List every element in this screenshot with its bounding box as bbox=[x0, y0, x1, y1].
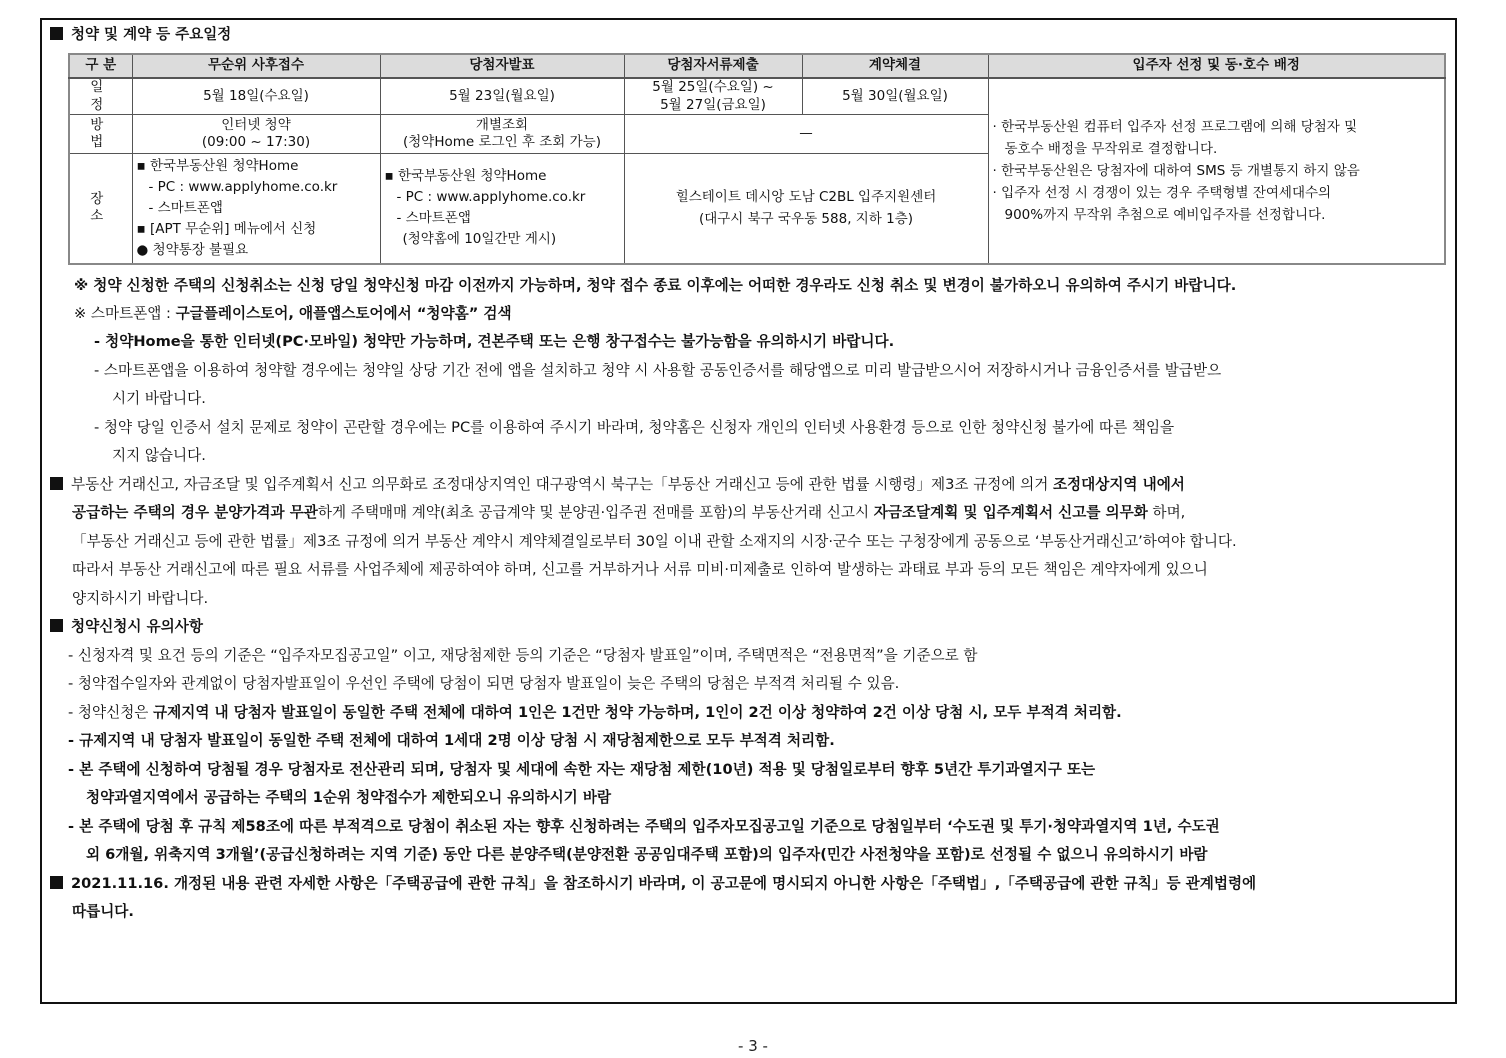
header-announcement: 당첨자발표 bbox=[380, 54, 624, 78]
cell-docs-contract-method: — bbox=[624, 115, 988, 153]
caution-2: - 청약접수일자와 관계없이 당첨자발표일이 우선인 주택에 당첨이 되면 당첨자 발표일이 늦은 주택의 당첨은 부적격 처리될 수 있음. bbox=[68, 675, 900, 692]
caution-1: - 신청자격 및 요건 등의 기준은 “입주자모집공고일” 이고, 재당첨제한 등의 기준은 “당첨자 발표일”이며, 주택면적은 “전용면적”을 기준으로 함 bbox=[68, 647, 978, 664]
cell-contract-date: 5월 30일(월요일) bbox=[802, 78, 988, 115]
cell-reception-place bbox=[132, 153, 380, 264]
cell-docs-contract-place bbox=[624, 153, 988, 264]
notice-frame bbox=[40, 18, 1457, 1004]
cell-text: 개별조회 bbox=[475, 116, 529, 133]
row-label: 일 정 bbox=[69, 78, 132, 115]
text: 하게 주택매매 계약(최초 공급계약 및 분양권·입주권 전매를 포함)의 부동산거래 신고시 bbox=[317, 504, 874, 521]
realestate-line-2 bbox=[72, 503, 1185, 523]
cell-text: - 스마트폰앱 bbox=[148, 199, 223, 216]
selection-note: · 한국부동산원 컴퓨터 입주자 선정 프로그램에 의해 당첨자 및 bbox=[992, 119, 1358, 136]
text-bold: 조정대상지역 내에서 bbox=[1052, 476, 1185, 493]
realestate-line-4: 따라서 부동산 거래신고에 따른 필요 서류를 사업주체에 제공하여야 하며, 신고를 거부하거나 서류 미비·미제출로 인하여 발생하는 과태료 부과 등의 모든 책임은 계약자에게 있으니 bbox=[72, 561, 1208, 578]
cell-text: 5월 25일(수요일) ~ bbox=[652, 79, 774, 96]
selection-note: · 입주자 선정 시 경쟁이 있는 경우 주택형별 잔여세대수의 bbox=[992, 185, 1332, 202]
caution-5-line-1: - 본 주택에 신청하여 당첨될 경우 당첨자로 전산관리 되며, 당첨자 및 세대에 속한 자는 재당첨 제한(10년) 적용 및 당첨일로부터 향후 5년간 투기과열지구 또는 bbox=[68, 761, 1096, 778]
final-note-line-1 bbox=[50, 874, 1256, 894]
note-certificate-2: 시기 바랍니다. bbox=[112, 390, 206, 407]
cell-text: ▪ 한국부동산원 청약Home bbox=[136, 157, 299, 174]
caution-3 bbox=[68, 703, 1122, 723]
section-title: 청약신청시 유의사항 bbox=[71, 618, 203, 635]
cell-reception-date: 5월 18일(수요일) bbox=[132, 78, 380, 115]
realestate-line-1 bbox=[50, 475, 1185, 495]
page-number: - 3 - bbox=[738, 1037, 768, 1055]
caution-5-line-2: 청약과열지역에서 공급하는 주택의 1순위 청약접수가 제한되오니 유의하시기 바람 bbox=[86, 789, 612, 806]
header-contract: 계약체결 bbox=[802, 54, 988, 78]
text: - 청약신청은 bbox=[68, 704, 154, 721]
cell-announcement-date: 5월 23일(월요일) bbox=[380, 78, 624, 115]
bullet-square-icon bbox=[50, 619, 63, 632]
note-pc-2: 지지 않습니다. bbox=[112, 447, 206, 464]
text: 부동산 거래신고, 자금조달 및 입주계획서 신고 의무화로 조정대상지역인 대구광역시 북구는「부동산 거래신고 등에 관한 법률 시행령」제3조 규정에 의거 bbox=[71, 476, 1053, 493]
selection-note: 동호수 배정을 무작위로 결정합니다. bbox=[1004, 141, 1218, 158]
cell-text: ▪ [APT 무순위] 메뉴에서 신청 bbox=[136, 220, 317, 237]
realestate-line-3: 「부동산 거래신고 등에 관한 법률」제3조 규정에 의거 부동산 계약시 계약체결일로부터 30일 이내 관할 소재지의 시장·군수 또는 구청장에게 공동으로 ‘부동산거래신고’하여야 합니다. bbox=[72, 533, 1237, 550]
cell-text: ▪ 한국부동산원 청약Home bbox=[384, 168, 547, 185]
section-heading-cautions bbox=[50, 617, 203, 637]
selection-note: 900%까지 무작위 추첨으로 예비입주자를 선정합니다. bbox=[1004, 207, 1326, 224]
caution-6-line-2: 외 6개월, 위축지역 3개월’(공급신청하려는 지역 기준) 동안 다른 분양주택(분양전환 공공임대주택 포함)의 입주자(민간 사전청약을 포함)로 선정될 수 없으니 유의하시기 바람 bbox=[86, 846, 1208, 863]
cell-text: - PC : www.applyhome.co.kr bbox=[148, 178, 338, 195]
cell-announcement-method bbox=[380, 115, 624, 153]
cell-reception-method bbox=[132, 115, 380, 153]
text: 하며, bbox=[1147, 504, 1186, 521]
header-category: 구 분 bbox=[69, 54, 132, 78]
section-title: 청약 및 계약 등 주요일정 bbox=[71, 27, 232, 43]
schedule-table bbox=[68, 53, 1446, 265]
cell-selection-notes bbox=[988, 78, 1445, 264]
text-bold: 공급하는 주택의 경우 분양가격과 무관 bbox=[72, 504, 318, 521]
header-reception: 무순위 사후접수 bbox=[132, 54, 380, 78]
note-text-bold: 구글플레이스토어, 애플앱스토어에서 “청약홈” 검색 bbox=[175, 305, 512, 322]
header-documents: 당첨자서류제출 bbox=[624, 54, 802, 78]
cell-text: (09:00 ~ 17:30) bbox=[201, 134, 311, 151]
note-cancel: ※ 청약 신청한 주택의 신청취소는 신청 당일 청약신청 마감 이전까지 가능하며, 청약 접수 종료 이후에는 어떠한 경우라도 신청 취소 및 변경이 불가하오니 유의하여 주시기 바랍니다. bbox=[74, 277, 1237, 294]
realestate-line-5: 양지하시기 바랍니다. bbox=[72, 590, 209, 607]
cell-text: (청약홈에 10일간만 게시) bbox=[402, 231, 557, 248]
cell-text: ● 청약통장 불필요 bbox=[136, 241, 249, 258]
note-internet-only: - 청약Home을 통한 인터넷(PC·모바일) 청약만 가능하며, 견본주택 또는 은행 창구접수는 불가능함을 유의하시기 바랍니다. bbox=[94, 333, 895, 350]
final-note-line-2: 따릅니다. bbox=[72, 903, 134, 920]
table-row-schedule bbox=[69, 78, 1445, 115]
cell-text: 인터넷 청약 bbox=[221, 116, 291, 133]
caution-6-line-1: - 본 주택에 당첨 후 규칙 제58조에 따른 부적격으로 당첨이 취소된 자는 향후 신청하려는 주택의 입주자모집공고일 기준으로 당첨일부터 ‘수도권 및 투기·청약과열지역 1년, 수도권 bbox=[68, 818, 1220, 835]
cell-text: (대구시 북구 국우동 588, 지하 1층) bbox=[698, 211, 914, 228]
note-smartphone-app bbox=[74, 304, 512, 324]
row-label: 장 소 bbox=[69, 153, 132, 264]
text-bold: 자금조달계획 및 입주계획서 신고를 의무화 bbox=[873, 504, 1148, 521]
bullet-square-icon bbox=[50, 876, 63, 889]
cell-announcement-place bbox=[380, 153, 624, 264]
note-pc-1: - 청약 당일 인증서 설치 문제로 청약이 곤란할 경우에는 PC를 이용하여 주시기 바라며, 청약홈은 신청자 개인의 인터넷 사용환경 등으로 인한 청약신청 불가에 따른 책임을 bbox=[94, 419, 1175, 436]
note-certificate-1: - 스마트폰앱을 이용하여 청약할 경우에는 청약일 상당 기간 전에 앱을 설치하고 청약 시 사용할 공동인증서를 해당앱으로 미리 발급받으시어 저장하시거나 금융인증서를 발급받으 bbox=[94, 362, 1222, 379]
cell-text: - 스마트폰앱 bbox=[396, 210, 471, 227]
row-label: 방 법 bbox=[69, 115, 132, 153]
cell-text: - PC : www.applyhome.co.kr bbox=[396, 189, 586, 206]
cell-text: (청약Home 로그인 후 조회 가능) bbox=[403, 134, 601, 151]
bullet-square-icon bbox=[50, 477, 63, 490]
text-bold: 2021.11.16. 개정된 내용 관련 자세한 사항은「주택공급에 관한 규칙」을 참조하시기 바라며, 이 공고문에 명시되지 아니한 사항은「주택법」,「주택공급에 관한 규칙」등 관계법령에 bbox=[71, 875, 1257, 892]
table-header-row bbox=[69, 54, 1445, 78]
note-text: ※ 스마트폰앱 : bbox=[74, 305, 176, 322]
section-heading-schedule bbox=[50, 23, 231, 44]
caution-4: - 규제지역 내 당첨자 발표일이 동일한 주택 전체에 대하여 1세대 2명 이상 당첨 시 재당첨제한으로 모두 부적격 처리함. bbox=[68, 732, 835, 749]
text-bold: 규제지역 내 당첨자 발표일이 동일한 주택 전체에 대하여 1인은 1건만 청약 가능하며, 1인이 2건 이상 청약하여 2건 이상 당첨 시, 모두 부적격 처리함. bbox=[153, 704, 1122, 721]
header-selection: 입주자 선정 및 동·호수 배정 bbox=[988, 54, 1445, 78]
bullet-square-icon bbox=[50, 27, 63, 40]
cell-text: 5월 27일(금요일) bbox=[660, 96, 766, 113]
cell-text: 힐스테이트 데시앙 도남 C2BL 입주지원센터 bbox=[675, 189, 937, 206]
cell-documents-date bbox=[624, 78, 802, 115]
selection-note: · 한국부동산원은 당첨자에 대하여 SMS 등 개별통지 하지 않음 bbox=[992, 163, 1360, 180]
